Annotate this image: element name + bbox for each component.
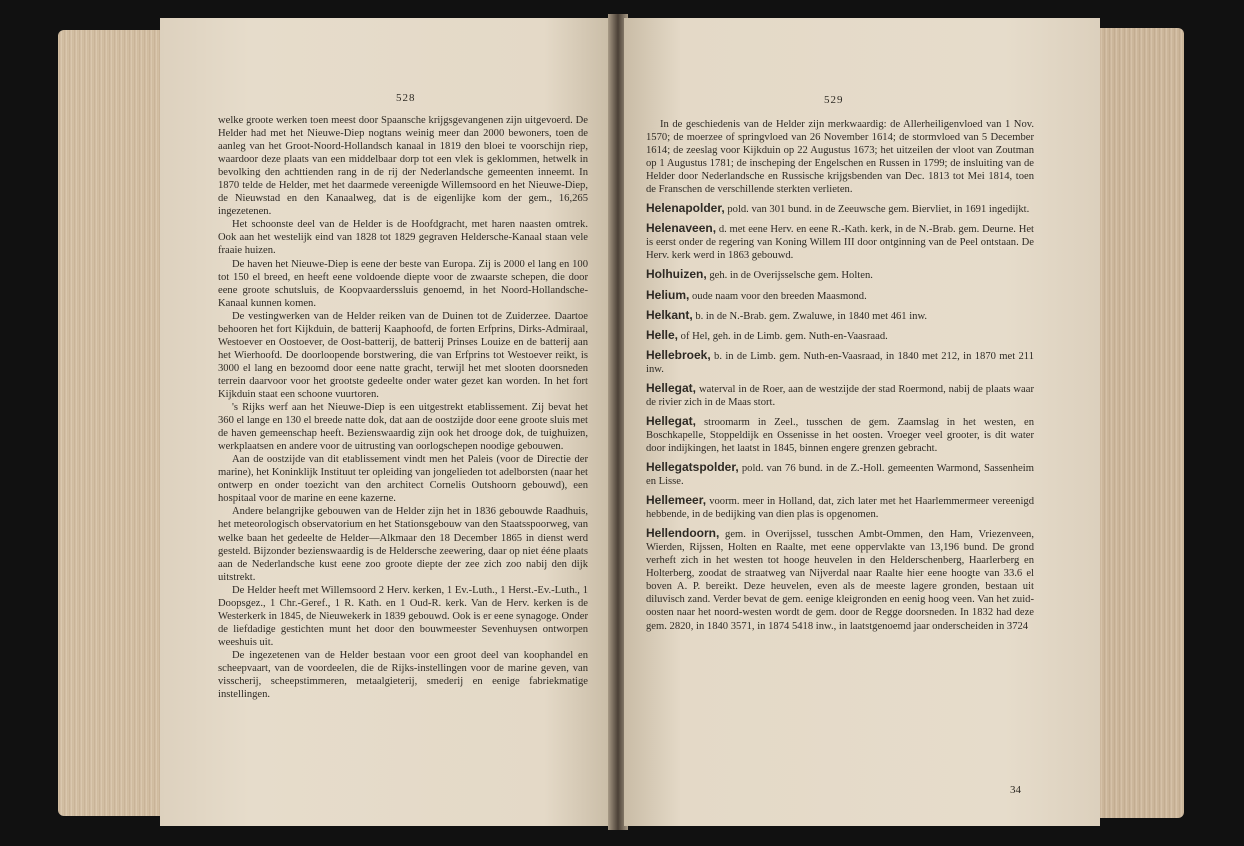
entry-text: b. in de Limb. gem. Nuth-en-Vaasraad, in 1840 met 212, in 1870 met 211 inw. [646,350,1034,375]
entry-term: Hellebroek, [646,347,711,362]
left-page-text [218,114,588,701]
gazetteer-entry [646,415,1034,455]
gazetteer-entry [646,382,1034,409]
gazetteer-entry [646,461,1034,488]
page-number: 528 [396,92,416,104]
paragraph: 's Rijks werf aan het Nieuwe-Diep is een uitgestrekt etablissement. Zij bevat het 360 el lange en 130 el breede natte dok, dat aan de oostzijde door eene groote sluis met de haven gemeenschap heeft. Bezienswaardig zijn ook het droogе dok, de tuighuizen, werkplaatsen en andere voor de uitrusting van oorlogschepen noodige gebouwen. [218,402,588,453]
gazetteer-entry [646,268,1034,282]
left-page [160,18,612,826]
entry-text: waterval in de Roer, aan de westzijde der stad Roermond, nabij de plaats waar de rivier zich in de Maas stort. [646,383,1034,408]
gazetteer-entry [646,329,1034,343]
entry-term: Hellegat, [646,380,697,395]
entry-text: d. met eene Herv. en eene R.-Kath. kerk, in de N.-Brab. gem. Deurne. Het is eerst onder de regering van Koning Willem III door ontginning van de Peel ontstaan. De Herv. kerk werd in 1863 gebouwd. [646,224,1034,262]
entry-text: voorm. meer in Holland, dat, zich later met het Haarlemmermeer vereenigd hebbende, in de bedijking van dien plas is opgenomen. [646,496,1034,521]
page-edges-right [1098,28,1184,818]
paragraph: Het schoonste deel van de Helder is de Hoofdgracht, met haren naasten omtrek. Ook aan het westelijk eind van 1828 tot 1829 gegraven Heldersche-Kanaal staan vele fraaie huizen. [218,219,588,257]
paragraph: De haven het Nieuwe-Diep is eene der beste van Europa. Zij is 2000 el lang en 100 tot 150 el breed, en heeft eene voldoende diepte voor de zwaarste schepen, die door eene groote schutsluis, de Koopvaarderssluis genoemd, in het Noord-Hollandsche-Kanaal kunnen komen. [218,258,588,309]
right-page [624,18,1100,826]
gazetteer-entry [646,202,1034,216]
page-edges-left [58,30,166,816]
entry-term: Helenapolder, [646,201,725,216]
entry-term: Holhuizen, [646,267,707,282]
paragraph: welke groote werken toen meest door Spaansche krijgsgevangenen zijn uitgevoerd. De Helder had met het Nieuwe-Diep nogtans weinig meer dan 2000 bewoners, toen de aanleg van het Groot-Noord-Hollandsch kanaal in 1819 den bloei te voorschijn riep, waardoor deze plaats van een middelbaar dorp tot een vlek is geklommen, hetwelk in bevolking den achttienden rang in de rij der Nederlandsche gemeenten inneemt. In 1870 telde de Helder, met het daarmede vereenigde Willemsoord en het Nieuwe-Diep, de Nieuwstad en den Kanaalweg, dat is de eigenlijke kom der gem., 16,265 ingezetenen. [218,115,588,218]
paragraph: In de geschiedenis van de Helder zijn merkwaardig: de Allerheiligenvloed van 1 Nov. 1570; de moerzee of springvloed van 26 November 1614; de stormvloed van 5 December 1614; de zeeslag voor Kijkduin op 22 Augustus 1673; het uitzeilen der vloot van Zoutman op 1 Augustus 1781; de inscheping der Engelschen en Russen in 1799; de insluiting van de Helder door Nederlandsche en Russische krijgsbenden van Dec. 1813 tot Mei 1814, toen de Franschen de verschillende sterkten verlieten. [646,119,1034,196]
gazetteer-entry [646,289,1034,303]
gazetteer-entry [646,527,1034,632]
entry-term: Hellendoorn, [646,526,720,541]
entry-term: Helle, [646,327,679,342]
entry-term: Hellegat, [646,413,697,428]
signature-mark: 34 [1010,784,1021,796]
entry-text: gem. in Overijssel, tusschen Ambt-Ommen, den Ham, Vriezenveen, Wierden, Rijssen, Holten en Raalte, met eene oppervlakte van 13,196 bund. De grond verheft zich in het westen tot hooge heuvelen in den Helderschenberg, Haarlerberg en Holterberg, zoodat de straatweg van Nijverdal naar Raalte hier eene hoogte van 33.6 el boven A. P. bereikt. Deze heuvelen, even als de meeste lagere gronden, bestaan uit diluvisch zand. Verder bevat de gem. eenige kleigronden en eenig hoog veen. Van het zuid-oosten naar het noord-westen wordt de gem. door de Regge doorsneden. In 1832 had deze gem. 2820, in 1840 3571, in 1874 5418 inw., in laatstgenoemd jaar onderscheiden in 3724 [646,529,1034,632]
entry-text: of Hel, geh. in de Limb. gem. Nuth-en-Vaasraad. [678,330,888,342]
entry-text: b. in de N.-Brab. gem. Zwaluwe, in 1840 met 461 inw. [692,310,928,322]
entry-term: Helkant, [646,307,693,322]
paragraph: Andere belangrijke gebouwen van de Helder zijn het in 1836 gebouwde Raadhuis, het meteorologisch observatorium en het Stationsgebouw van den Staatsspoorweg, van welke baan het gedeelte de Helder—Alkmaar den 18 December 1865 in dienst werd gesteld. Bijzonder bezienswaardig is de Heldersche zeewering, daar op niet ééne plaats aan de Nederlandsche kust eene zoo groote diepte der zee zich zoo nabij den dijk uitstrekt. [218,506,588,583]
entry-text: stroomarm in Zeel., tusschen de gem. Zaamslag in het westen, en Boschkapelle, Stoppeldijk en Ossenisse in het oosten. Vroeger veel grooter, is dit water door indijkingen, het laatst in 1845, binnen engere grenzen gebracht. [646,416,1034,454]
entry-term: Helium, [646,287,690,302]
paragraph: De vestingwerken van de Helder reiken van de Duinen tot de Zuiderzee. Daartoe behooren het fort Kijkduin, de batterij Kaaphoofd, de forten Erfprins, Dirks-Admiraal, Westoever en Oostoever, de Oost-batterij, de batterij Prinses Louize en de batterij aan het Wierhoofd. De doorloopende borstwering, die van Erfprins tot Westoever reikt, is 3000 el lang en bezoomd door eene natte gracht, terwijl het met slooten doorsneden terrein daarvoor voor het grootste gedeelte onder water gezet kan worden. In het fort Kijkduin staat een schoone vuurtoren. [218,310,588,400]
right-page-text [646,118,1034,633]
paragraph: De ingezetenen van de Helder bestaan voor een groot deel van koophandel en scheepvaart, van de voordeelen, die de Rijks-instellingen voor de marine geven, van visscherij, scheepstimmeren, metaalgieterij, smederij en eenige fabriekmatige instellingen. [218,649,588,701]
paragraph: De Helder heeft met Willemsoord 2 Herv. kerken, 1 Ev.-Luth., 1 Herst.-Ev.-Luth., 1 Doopsgez., 1 Chr.-Geref., 1 R. Kath. en 1 Oud-R. kerk. Van de Herv. kerken is de Westerkerk in 1845, de Nieuwekerk in 1839 gebouwd. Ook is er eene synagoge. Onder de liefdadige gestichten munt het door den bouwmeester Sevenhuysen ontworpen weeshuis uit. [218,584,588,648]
gazetteer-entry [646,309,1034,323]
gazetteer-entry [646,494,1034,521]
gazetteer-entry [646,349,1034,376]
entry-term: Hellemeer, [646,493,707,508]
entry-text: geh. in de Overijsselsche gem. Holten. [706,270,873,282]
gazetteer-entry [646,222,1034,262]
paragraph: Aan de oostzijde van dit etablissement vindt men het Paleis (voor de Directie der marine), het Koninklijk Instituut ter opleiding van jongelieden tot adelborsten (naar het ontwerp en onder toezicht van den architect Cornelis Outshoorn gebouwd), een hospitaal voor de marine en eene kazerne. [218,454,588,505]
page-number: 529 [824,94,844,106]
entry-text: pold. van 301 bund. in de Zeeuwsche gem. Biervliet, in 1691 ingedijkt. [724,204,1030,216]
entry-text: oude naam voor den breeden Maasmond. [689,290,867,302]
entry-term: Helenaveen, [646,221,717,236]
entry-text: pold. van 76 bund. in de Z.-Holl. gemeenten Warmond, Sassenheim en Lisse. [646,462,1034,488]
entry-term: Hellegatspolder, [646,459,739,474]
